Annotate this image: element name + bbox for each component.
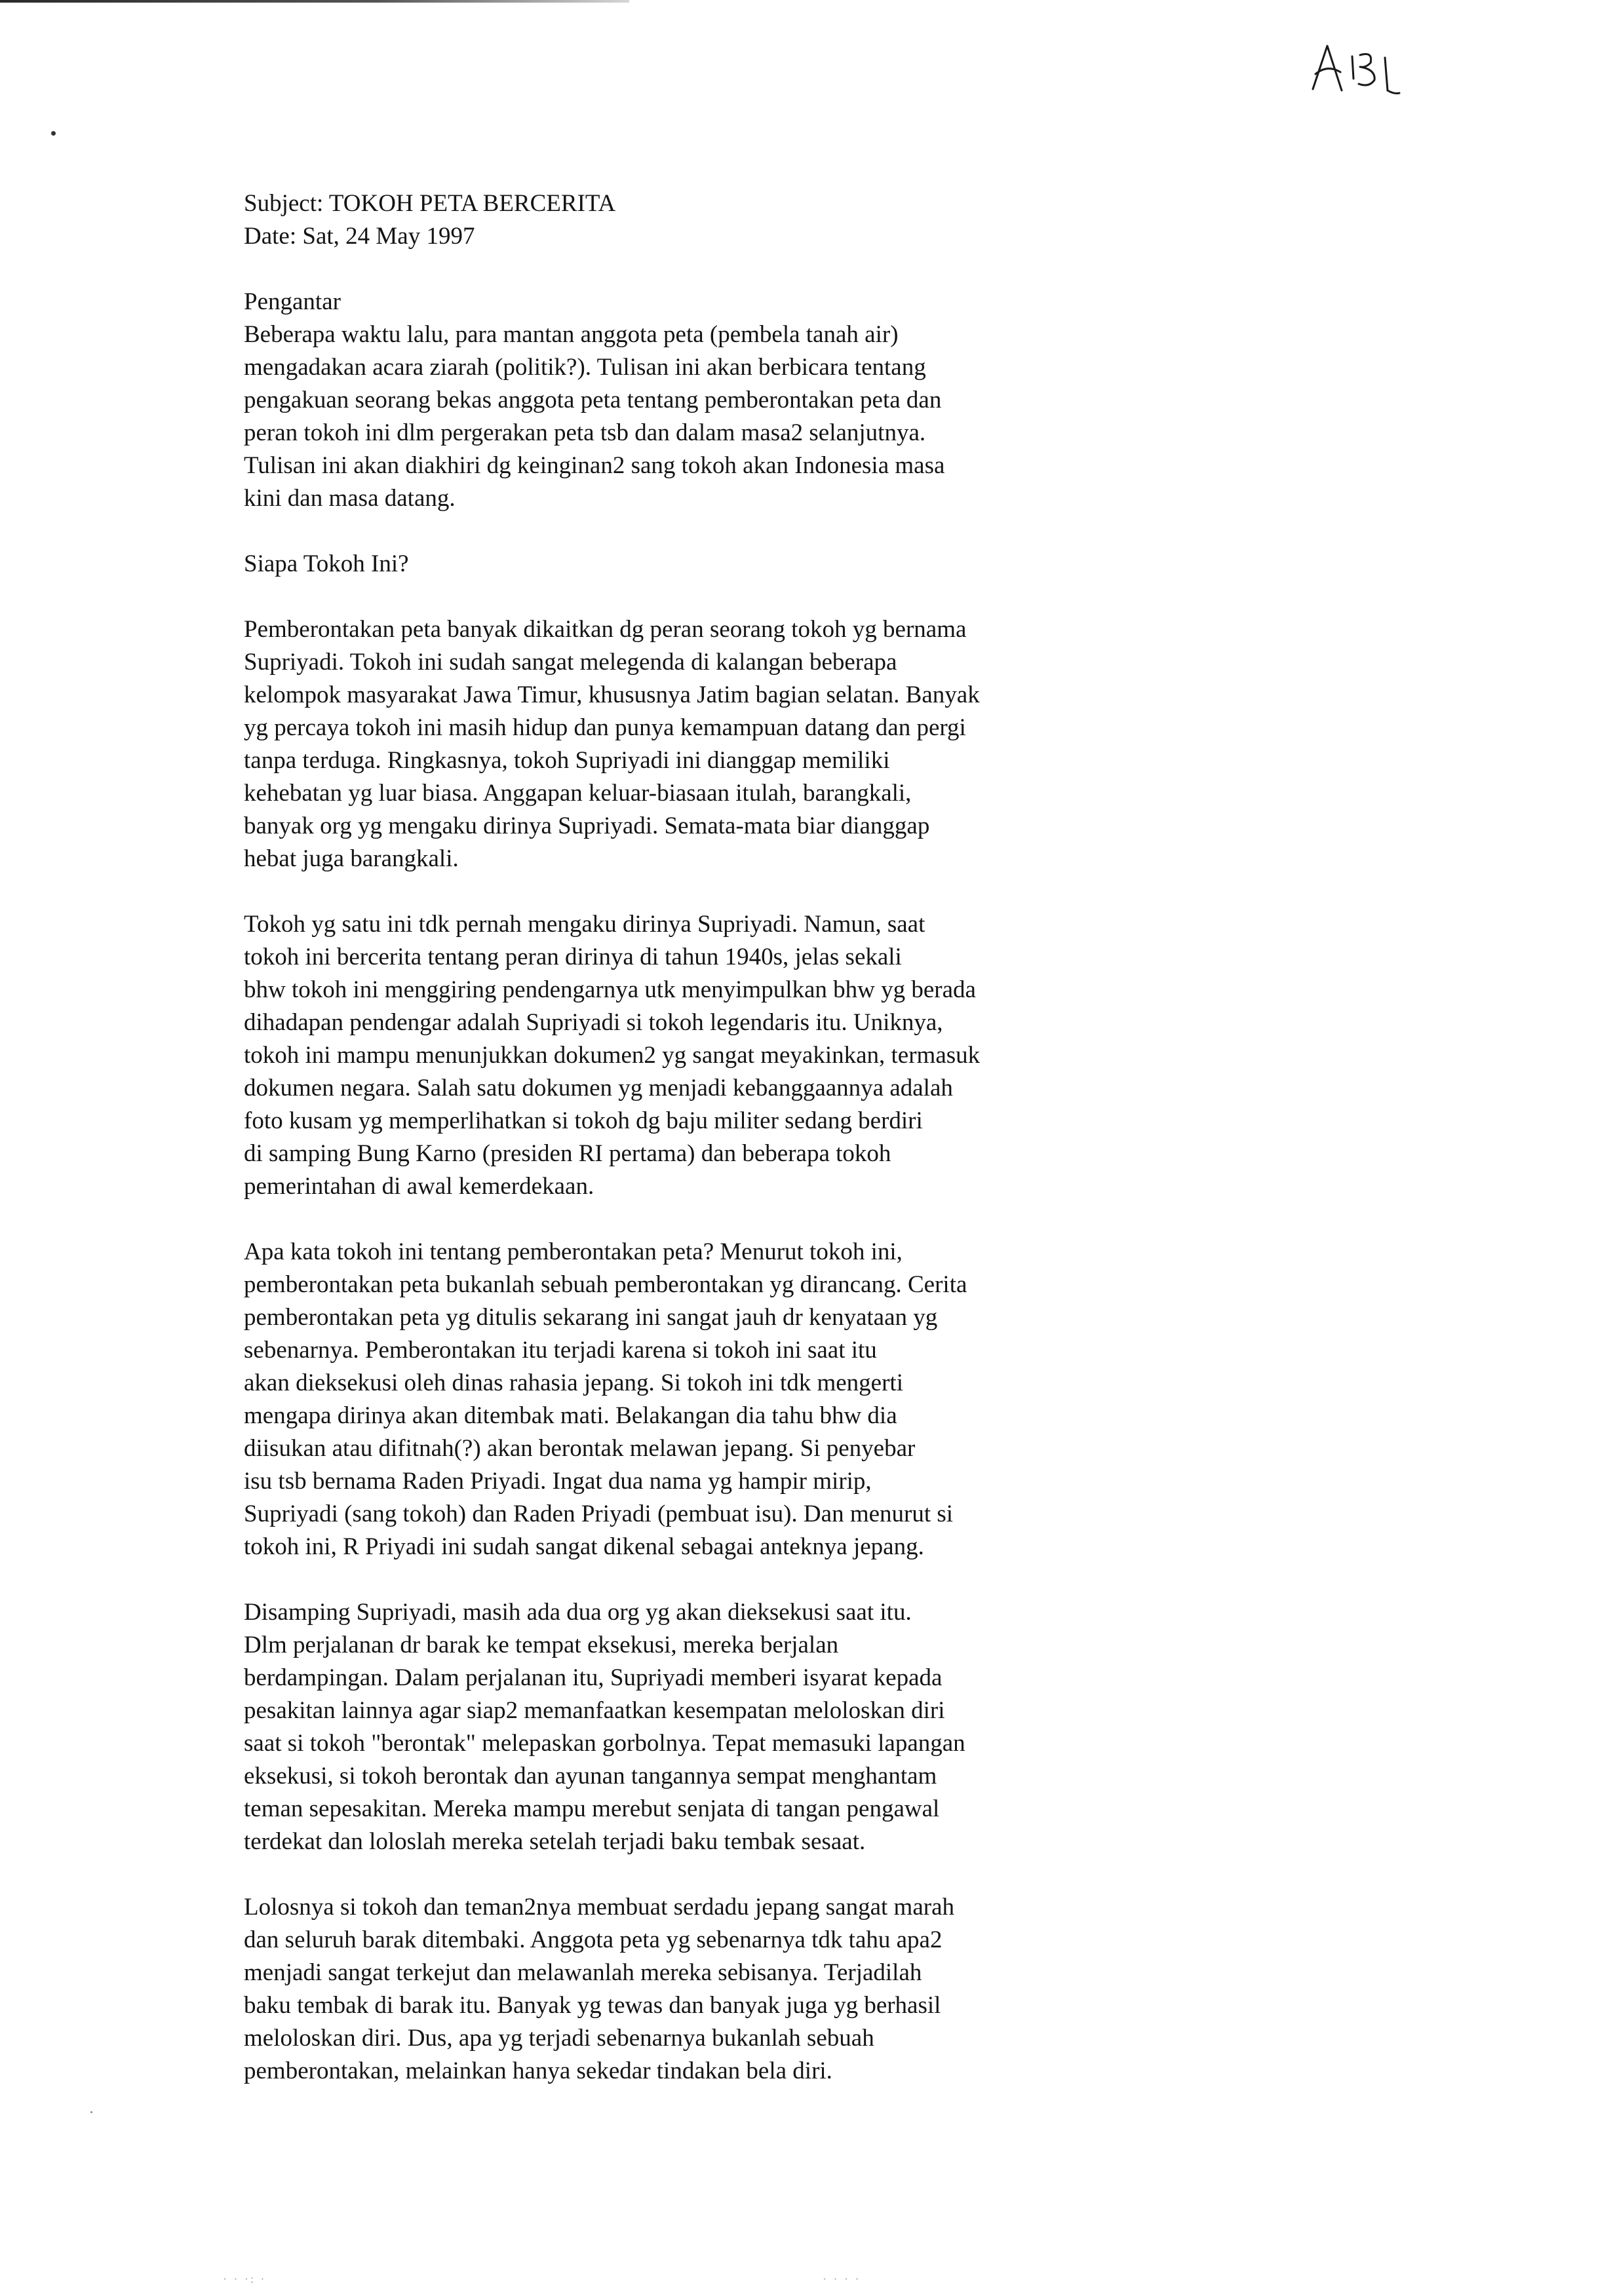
text-line: banyak org yg mengaku dirinya Supriyadi. Semata-mata biar dianggap	[244, 813, 930, 839]
text-line: tanpa terduga. Ringkasnya, tokoh Supriyadi ini dianggap memiliki	[244, 747, 890, 774]
scan-speck	[51, 131, 56, 136]
text-line: pemberontakan peta yg ditulis sekarang ini sangat jauh dr kenyataan yg	[244, 1304, 938, 1331]
text-line: tokoh ini mampu menunjukkan dokumen2 yg sangat meyakinkan, termasuk	[244, 1042, 981, 1069]
paragraph-5	[244, 1891, 1135, 2088]
handwritten-page-mark	[1308, 38, 1419, 100]
text-line: foto kusam yg memperlihatkan si tokoh dg baju militer sedang berdiri	[244, 1107, 923, 1134]
text-line: dan seluruh barak ditembaki. Anggota peta yg sebenarnya tdk tahu apa2	[244, 1926, 943, 1953]
text-line: tokoh ini, R Priyadi ini sudah sangat dikenal sebagai anteknya jepang.	[244, 1533, 924, 1560]
text-line: kini dan masa datang.	[244, 485, 456, 512]
text-line: Beberapa waktu lalu, para mantan anggota peta (pembela tanah air)	[244, 321, 899, 348]
text-line: pengakuan seorang bekas anggota peta tentang pemberontakan peta dan	[244, 387, 942, 413]
text-line: hebat juga barangkali.	[244, 845, 459, 872]
section-heading: Siapa Tokoh Ini?	[244, 550, 409, 577]
text-line: teman sepesakitan. Mereka mampu merebut senjata di tangan pengawal	[244, 1795, 940, 1822]
subject-line: Subject: TOKOH PETA BERCERITA	[244, 190, 616, 217]
text-line: dokumen negara. Salah satu dokumen yg menjadi kebanggaannya adalah	[244, 1075, 953, 1101]
text-line: Tokoh yg satu ini tdk pernah mengaku dirinya Supriyadi. Namun, saat	[244, 911, 925, 938]
text-line: kelompok masyarakat Jawa Timur, khususnya Jatim bagian selatan. Banyak	[244, 681, 980, 708]
text-line: mengadakan acara ziarah (politik?). Tulisan ini akan berbicara tentang	[244, 354, 926, 381]
text-line: Dlm perjalanan dr barak ke tempat eksekusi, mereka berjalan	[244, 1632, 839, 1658]
text-line: baku tembak di barak itu. Banyak yg tewas dan banyak juga yg berhasil	[244, 1992, 941, 2019]
text-line: meloloskan diri. Dus, apa yg terjadi sebenarnya bukanlah sebuah	[244, 2025, 874, 2052]
text-line: eksekusi, si tokoh berontak dan ayunan tangannya sempat menghantam	[244, 1763, 937, 1789]
text-line: akan dieksekusi oleh dinas rahasia jepang. Si tokoh ini tdk mengerti	[244, 1369, 903, 1396]
text-line: Pemberontakan peta banyak dikaitkan dg peran seorang tokoh yg bernama	[244, 616, 967, 643]
text-line: pemerintahan di awal kemerdekaan.	[244, 1173, 594, 1200]
text-line: pesakitan lainnya agar siap2 memanfaatkan kesempatan meloloskan diri	[244, 1697, 945, 1724]
letter-body	[244, 187, 1135, 2088]
date-line: Date: Sat, 24 May 1997	[244, 223, 475, 250]
text-line: terdekat dan loloslah mereka setelah terjadi baku tembak sesaat.	[244, 1828, 866, 1855]
text-line: dihadapan pendengar adalah Supriyadi si tokoh legendaris itu. Uniknya,	[244, 1009, 943, 1036]
text-line: Apa kata tokoh ini tentang pemberontakan peta? Menurut tokoh ini,	[244, 1238, 903, 1265]
paragraph-3	[244, 1236, 1135, 1563]
text-line: diisukan atau difitnah(?) akan berontak melawan jepang. Si penyebar	[244, 1435, 916, 1462]
text-line: isu tsb bernama Raden Priyadi. Ingat dua nama yg hampir mirip,	[244, 1468, 872, 1495]
scan-noise: · · · ·	[823, 2272, 861, 2286]
text-line: berdampingan. Dalam perjalanan itu, Supriyadi memberi isyarat kepada	[244, 1664, 943, 1691]
text-line: bhw tokoh ini menggiring pendengarnya utk menyimpulkan bhw yg berada	[244, 976, 976, 1003]
text-line: Lolosnya si tokoh dan teman2nya membuat serdadu jepang sangat marah	[244, 1894, 955, 1921]
text-line: saat si tokoh "berontak" melepaskan gorbolnya. Tepat memasuki lapangan	[244, 1730, 965, 1757]
paragraph-1	[244, 613, 1135, 875]
text-line: Disamping Supriyadi, masih ada dua org yg akan dieksekusi saat itu.	[244, 1599, 912, 1626]
text-line: sebenarnya. Pemberontakan itu terjadi karena si tokoh ini saat itu	[244, 1337, 877, 1364]
text-line: pemberontakan, melainkan hanya sekedar tindakan bela diri.	[244, 2057, 832, 2084]
paragraph-2	[244, 908, 1135, 1203]
intro-paragraph	[244, 318, 1135, 515]
text-line: tokoh ini bercerita tentang peran dirinya di tahun 1940s, jelas sekali	[244, 944, 902, 970]
text-line: kehebatan yg luar biasa. Anggapan keluar-biasaan itulah, barangkali,	[244, 780, 912, 807]
intro-heading: Pengantar	[244, 288, 341, 315]
scan-noise: · · ·: ·	[223, 2272, 267, 2286]
paragraph-4	[244, 1596, 1135, 1858]
scan-speck	[90, 2111, 92, 2113]
text-line: pemberontakan peta bukanlah sebuah pemberontakan yg dirancang. Cerita	[244, 1271, 967, 1298]
text-line: yg percaya tokoh ini masih hidup dan punya kemampuan datang dan pergi	[244, 714, 966, 741]
text-line: Tulisan ini akan diakhiri dg keinginan2 sang tokoh akan Indonesia masa	[244, 452, 945, 479]
text-line: Supriyadi. Tokoh ini sudah sangat melegenda di kalangan beberapa	[244, 649, 897, 676]
text-line: di samping Bung Karno (presiden RI pertama) dan beberapa tokoh	[244, 1140, 891, 1167]
scan-edge-line	[0, 0, 629, 3]
text-line: menjadi sangat terkejut dan melawanlah mereka sebisanya. Terjadilah	[244, 1959, 922, 1986]
text-line: peran tokoh ini dlm pergerakan peta tsb dan dalam masa2 selanjutnya.	[244, 419, 926, 446]
text-line: Supriyadi (sang tokoh) dan Raden Priyadi (pembuat isu). Dan menurut si	[244, 1501, 954, 1527]
text-line: mengapa dirinya akan ditembak mati. Belakangan dia tahu bhw dia	[244, 1402, 897, 1429]
